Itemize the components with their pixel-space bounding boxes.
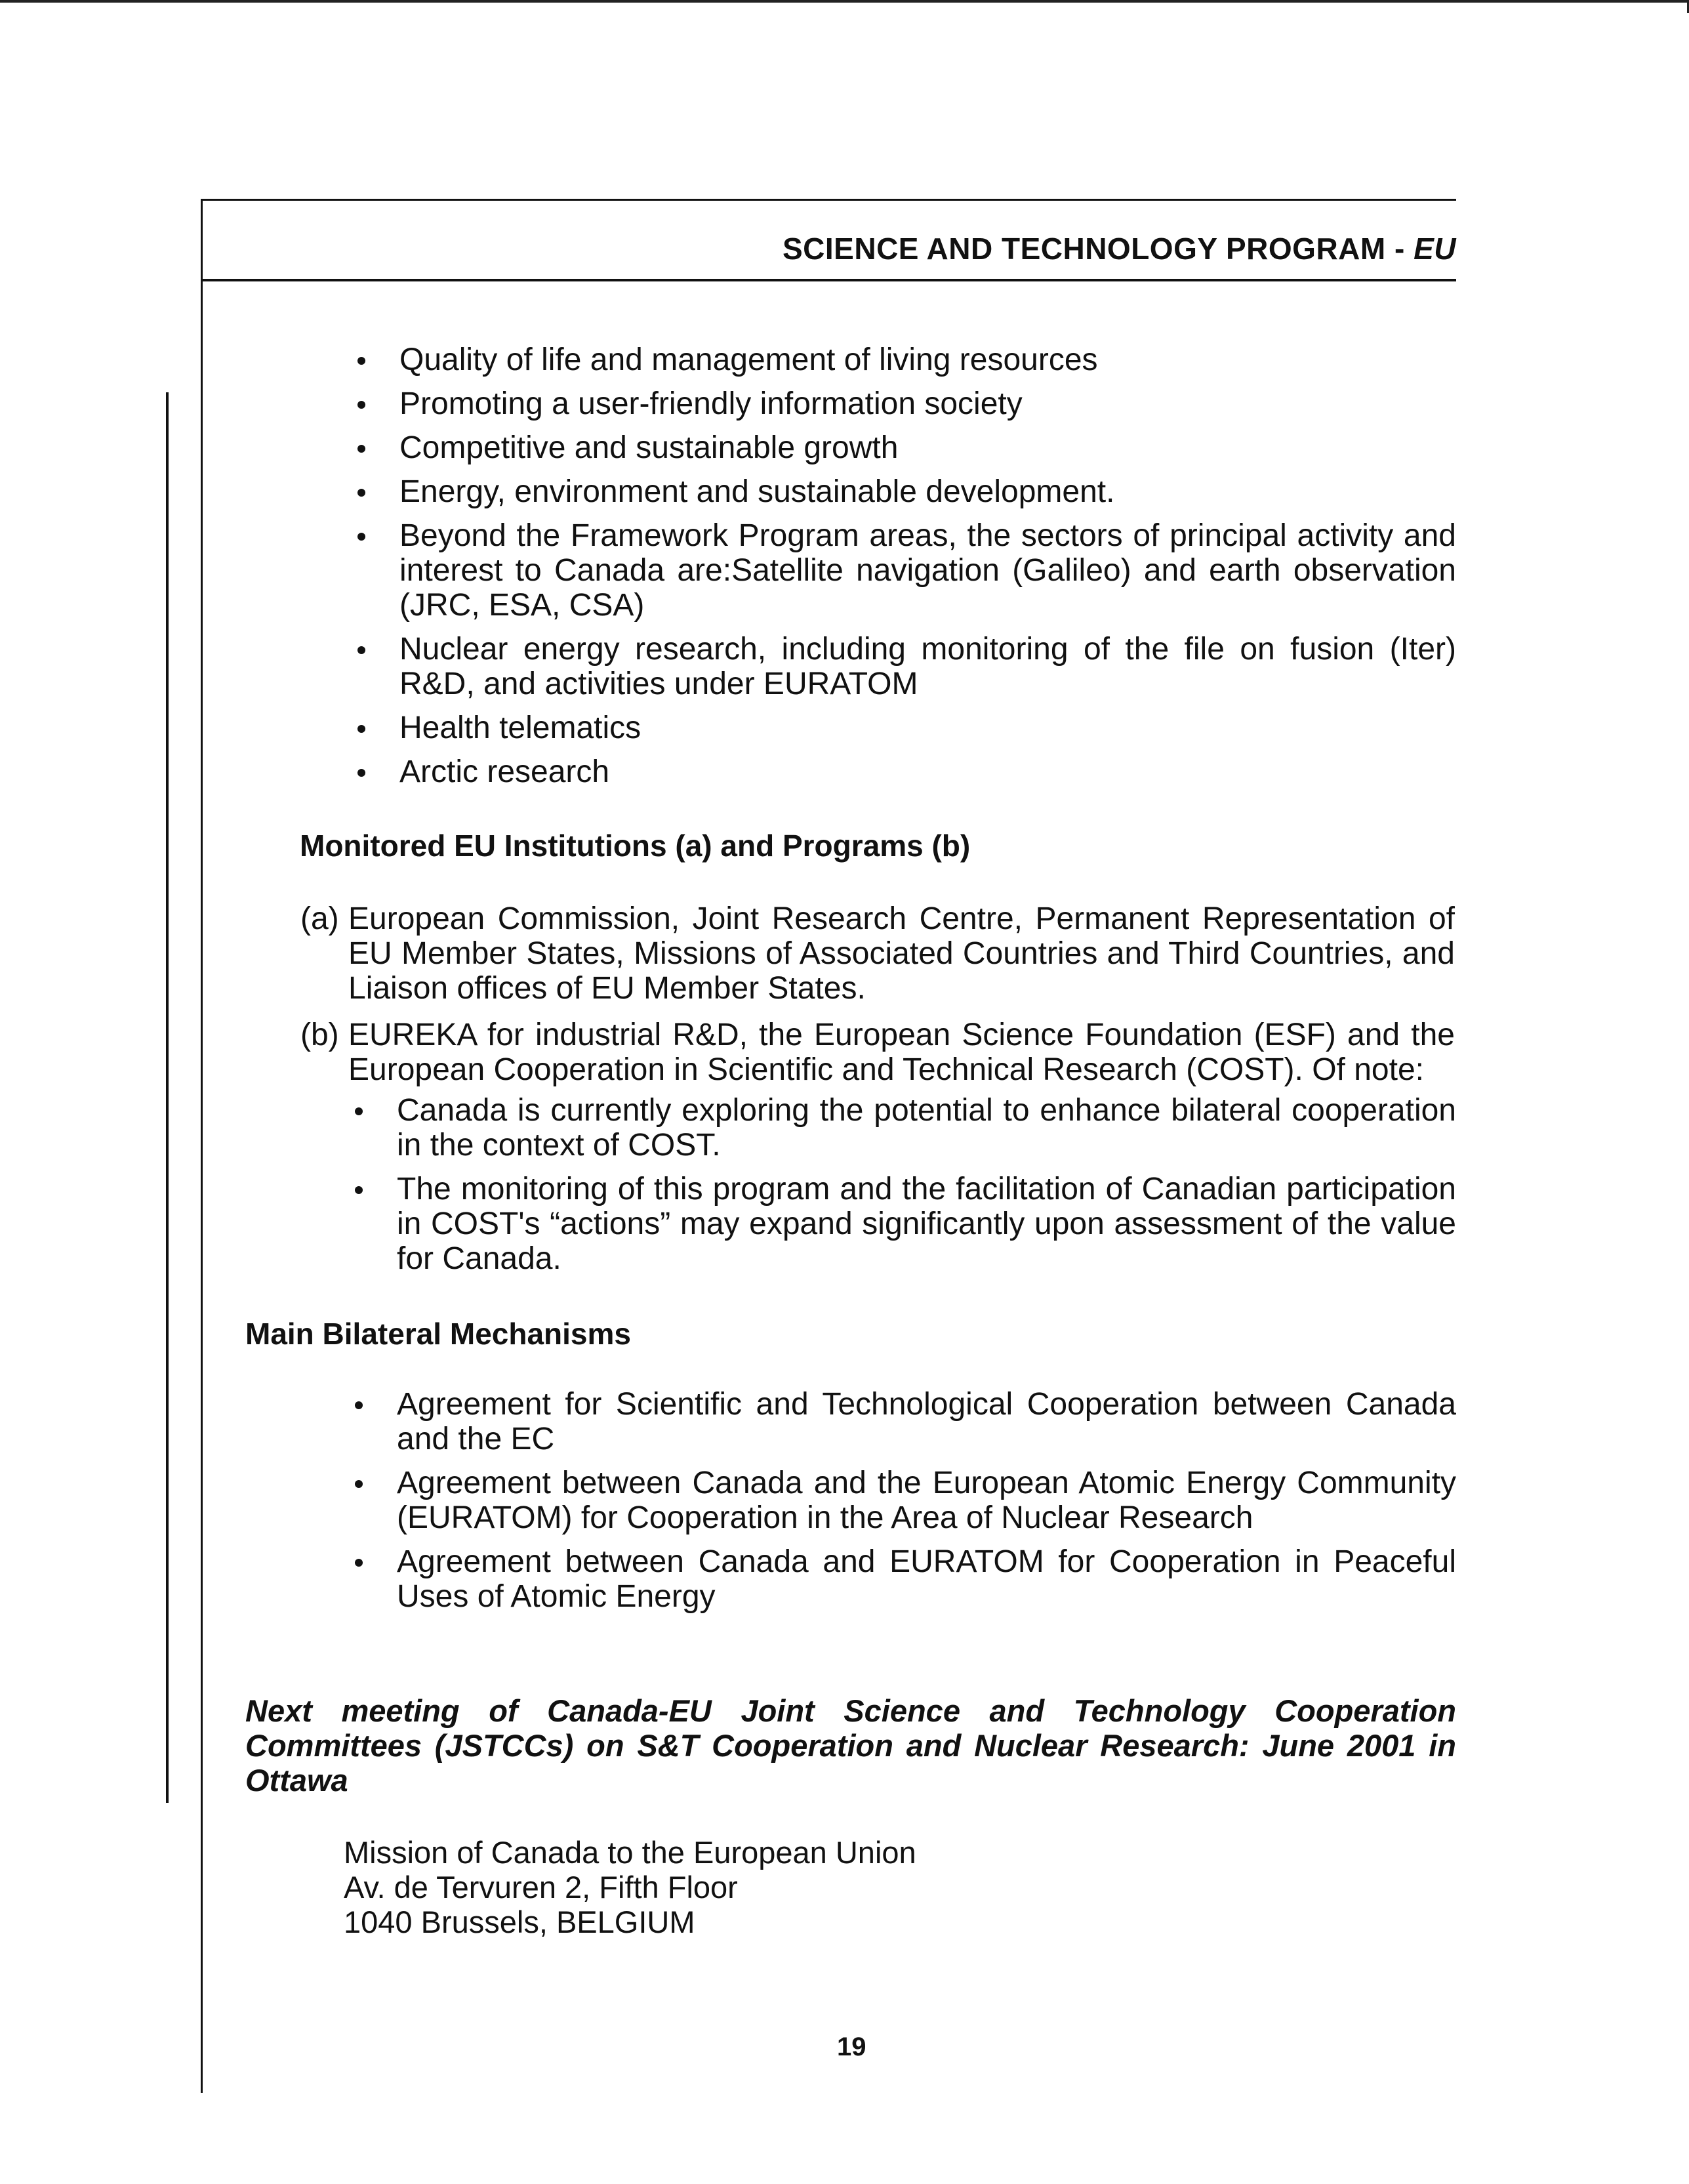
scan-top-edge xyxy=(0,0,1689,3)
item-text: European Commission, Joint Research Centre, Permanent Representation of EU Member States, Missions of Associated Countries and Third Countries, and Liaison offices of EU Member States. xyxy=(348,901,1455,1006)
list-item: The monitoring of this program and the facilitation of Canadian participation in COST's “actions” may expand significantly upon assessment of the value for Canada. xyxy=(345,1172,1456,1276)
mechanisms-heading: Main Bilateral Mechanisms xyxy=(245,1317,631,1351)
list-item: Agreement for Scientific and Technological Cooperation between Canada and the EC xyxy=(345,1387,1456,1456)
list-item: Energy, environment and sustainable development. xyxy=(348,474,1456,509)
address-line: Mission of Canada to the European Union xyxy=(344,1835,916,1870)
cost-notes-list xyxy=(345,1093,1456,1285)
mission-address xyxy=(344,1835,916,1939)
list-item: Agreement between Canada and the European Atomic Energy Community (EURATOM) for Cooperation in the Area of Nuclear Research xyxy=(345,1466,1456,1535)
address-line: 1040 Brussels, BELGIUM xyxy=(344,1905,695,1939)
mechanisms-list xyxy=(345,1387,1456,1623)
program-areas-list xyxy=(348,342,1456,798)
header-rule xyxy=(201,279,1456,281)
monitored-heading: Monitored EU Institutions (a) and Programs (b) xyxy=(300,829,971,863)
item-label: (a) xyxy=(300,901,339,936)
list-item: Beyond the Framework Program areas, the sectors of principal activity and interest to Canada are:Satellite navigation (Galileo) and earth observation (JRC, ESA, CSA) xyxy=(348,518,1456,623)
header-title: SCIENCE AND TECHNOLOGY PROGRAM - xyxy=(782,232,1414,266)
list-item: Competitive and sustainable growth xyxy=(348,430,1456,465)
header-title-suffix: EU xyxy=(1414,232,1456,266)
list-item: Health telematics xyxy=(348,711,1456,745)
list-item: Promoting a user-friendly information society xyxy=(348,386,1456,421)
monitored-item-a xyxy=(300,901,1455,1006)
page-frame-top xyxy=(201,199,1456,201)
address-line: Av. de Tervuren 2, Fifth Floor xyxy=(344,1870,738,1905)
list-item: Agreement between Canada and EURATOM for Cooperation in Peaceful Uses of Atomic Energy xyxy=(345,1544,1456,1614)
scan-corner-mark xyxy=(1653,0,1689,13)
item-label: (b) xyxy=(300,1018,339,1052)
list-item: Canada is currently exploring the potential to enhance bilateral cooperation in the context of COST. xyxy=(345,1093,1456,1163)
list-item: Quality of life and management of living resources xyxy=(348,342,1456,377)
margin-change-bar xyxy=(166,392,169,1803)
list-item: Arctic research xyxy=(348,754,1456,789)
item-text: EUREKA for industrial R&D, the European Science Foundation (ESF) and the European Cooperation in Scientific and Technical Research (COST). Of note: xyxy=(348,1018,1455,1087)
list-item: Nuclear energy research, including monitoring of the file on fusion (Iter) R&D, and activities under EURATOM xyxy=(348,632,1456,701)
page-frame-left xyxy=(201,199,203,2093)
page-number: 19 xyxy=(837,2032,866,2061)
running-header xyxy=(656,231,1456,266)
next-meeting-notice: Next meeting of Canada-EU Joint Science and Technology Cooperation Committees (JSTCCs) on S&T Cooperation and Nuclear Research: June 2001 in Ottawa xyxy=(245,1693,1456,1798)
monitored-item-b xyxy=(300,1018,1455,1087)
